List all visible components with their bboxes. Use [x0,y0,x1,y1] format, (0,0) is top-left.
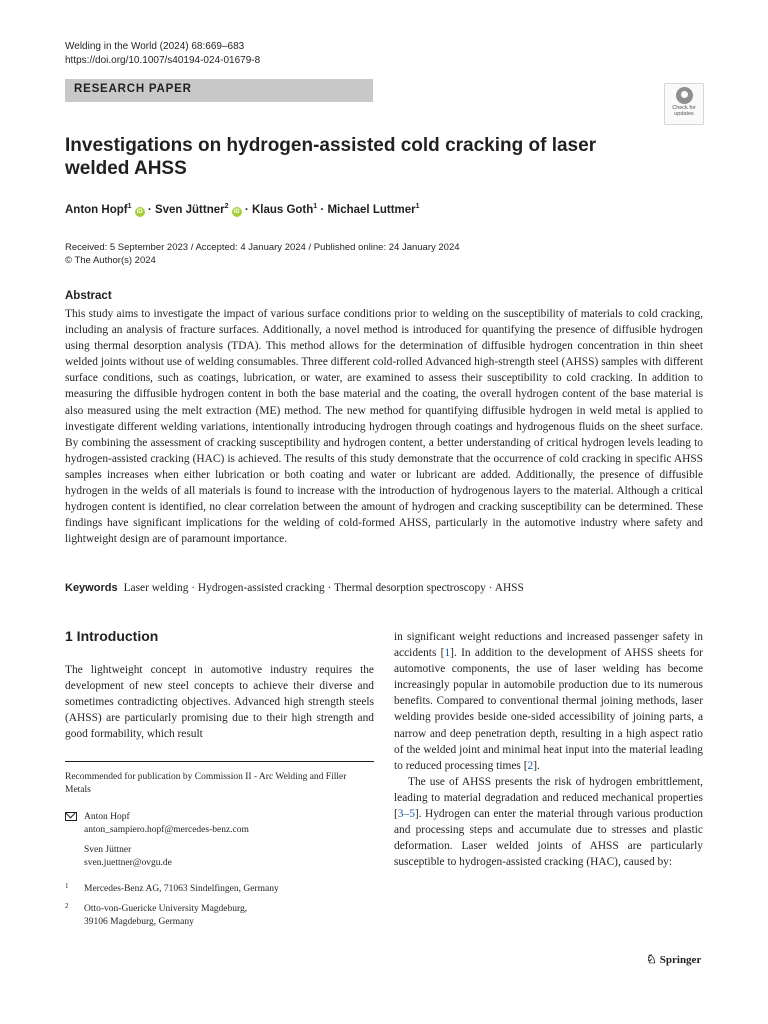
intro-text: ]. Hydrogen can enter the material through various production and processing steps and accumulate due to stresses and plastic deformation. Laser welded joints of AHSS are particularly susceptible to hydrogen-assisted cracking (HAC), caused by: [394,808,703,869]
author-name[interactable]: Sven Jüttner [154,203,225,216]
affiliation-text: 39106 Magdeburg, Germany [84,917,194,927]
envelope-icon [65,812,77,821]
author-list: Anton Hopf$^1$ iD · Sven Jüttner$^2$ iD · Klaus Goth$^1$ · Michael Luttmer$^1$ [65,203,420,216]
keywords-list: Laser welding · Hydrogen-assisted cracking · Thermal desorption spectroscopy · AHSS [123,582,524,594]
article-type-banner [65,79,373,102]
contact-email[interactable]: sven.juettner@ovgu.de [84,858,172,868]
abstract-body: This study aims to investigate the impact of various surface conditions prior to welding on the susceptibility of materials to cold cracking, including an analysis of fracture surfaces. Additionally, a novel method is introduced for quantifying the presence of diffusible hydrogen using thermal desorption analysis (TDA). This method allows for the determination of diffusible hydrogen concentration in thin sheet welded joints without use of welding consumables. Three different cold-rolled Advanced high-strength steel (AHSS) samples with different surface conditions, such as coatings, lubrication, or water, are examined to assess their susceptibility to cold cracking. In addition to measuring the diffusible hydrogen content in both the base material and the coating, the overall hydrogen content of the base material is also measured using the melt extraction (ME) method. The new method for quantifying diffusible hydrogen in weld metal is applied to investigate different welding variations, intentionally introducing hydrogen through coatings and hydrogenous fluids on the sheet surface. By combining the assessment of cracking susceptibility and hydrogen content, a better understanding of critical hydrogen levels leading to hydrogen-assisted cracking (HAC) is achieved. The results of this study demonstrate that the occurrence of cold cracking in specific AHSS samples increases when either lubrication or both coating and water or lubricant are added. Additionally, the presence of diffusible hydrogen in the welds of all materials is found to increase with the introduction of hydrogenous layers to the material. Although a critical hydrogen content is identified, no clear correlation between the amount of hydrogen and cracking susceptibility can be determined. These findings have significant implications for the welding of cold-formed AHSS, particularly in the automotive industry where safety and lightweight design are of paramount importance. [65,308,703,546]
contact-name: Anton Hopf [84,812,130,822]
check-updates-line2: updates [674,111,694,117]
contact-name: Sven Jüttner [84,845,132,855]
author-affiliation-mark: 1 [127,203,132,210]
keywords-label: Keywords [65,582,118,594]
author-affiliation-mark: 1 [313,203,318,210]
journal-citation: Welding in the World (2024) 68:669–683 [65,41,245,52]
intro-paragraph [394,629,703,774]
springer-horse-icon: ♘ [646,952,657,966]
affiliation-number: 1 [65,882,69,890]
keywords-block [65,582,705,594]
author-name[interactable]: Klaus Goth [251,203,314,216]
footnote-divider [65,761,374,762]
author-name[interactable]: Michael Luttmer [327,203,416,216]
copyright-line: © The Author(s) 2024 [65,255,156,266]
contact-email[interactable]: anton_sampiero.hopf@mercedes-benz.com [84,825,249,835]
orcid-icon[interactable]: iD [233,208,240,215]
publication-dates [65,241,460,267]
introduction-heading: 1 Introduction [65,628,159,644]
author-affiliation-mark: 1 [415,203,420,210]
intro-text: in significant weight reductions and increased passenger safety in accidents [ [394,631,703,660]
abstract-heading: Abstract [65,290,112,302]
intro-text: The use of AHSS presents the risk of hydrogen embrittlement, leading to material degradation and reduced mechanical properties [ [394,775,703,821]
dates-line: Received: 5 September 2023 / Accepted: 4 January 2024 / Published online: 24 January 2024 [65,242,460,253]
orcid-icon[interactable]: iD [136,208,143,215]
introduction-left-column: The lightweight concept in automotive industry requires the development of new steel concepts to achieve their diverse and sometimes contradicting objectives. Advanced high strength steels (AHSS) are particularly promising due to their high strength and good formability, which result [65,664,374,741]
citation-link[interactable]: 2 [527,759,534,772]
intro-text: ]. [533,759,540,772]
citation-link[interactable]: 1 [444,647,451,660]
check-updates-line1: Check for [672,105,696,111]
affiliation-text: Mercedes-Benz AG, 71063 Sindelfingen, Germany [84,884,279,894]
publisher-logo [646,952,701,967]
author-name[interactable]: Anton Hopf [65,203,128,216]
check-for-updates-icon[interactable] [664,83,704,125]
affiliation-number: 2 [65,902,69,910]
intro-text: ]. In addition to the development of AHSS sheets for automotive components, the use of laser welding has become increasingly popular in automobile production due to its numerous benefits. Compared to conventional thermal joining methods, laser welding provides beside one-sided accessibility of joining parts, a narrow and deep penetration depth, resulting in a high aspect ratio of the welded joint and minimal heat input into the material leading to reduced processing times [ [394,647,703,772]
check-updates-circle-icon [676,87,693,104]
doi-link[interactable]: https://doi.org/10.1007/s40194-024-01679-8 [65,55,261,66]
introduction-right-column [394,629,703,870]
paper-title: Investigations on hydrogen-assisted cold cracking of laser welded AHSS [65,135,597,179]
publisher-name: Springer [659,954,702,966]
intro-paragraph [394,774,703,871]
recommendation-note: Recommended for publication by Commission II - Arc Welding and Filler Metals [65,772,347,795]
article-type-label: RESEARCH PAPER [74,83,192,95]
journal-header [65,40,260,68]
citation-link[interactable]: 3–5 [397,808,415,821]
affiliation-text: Otto-von-Guericke University Magdeburg, [84,904,248,914]
author-affiliation-mark: 2 [224,203,229,210]
